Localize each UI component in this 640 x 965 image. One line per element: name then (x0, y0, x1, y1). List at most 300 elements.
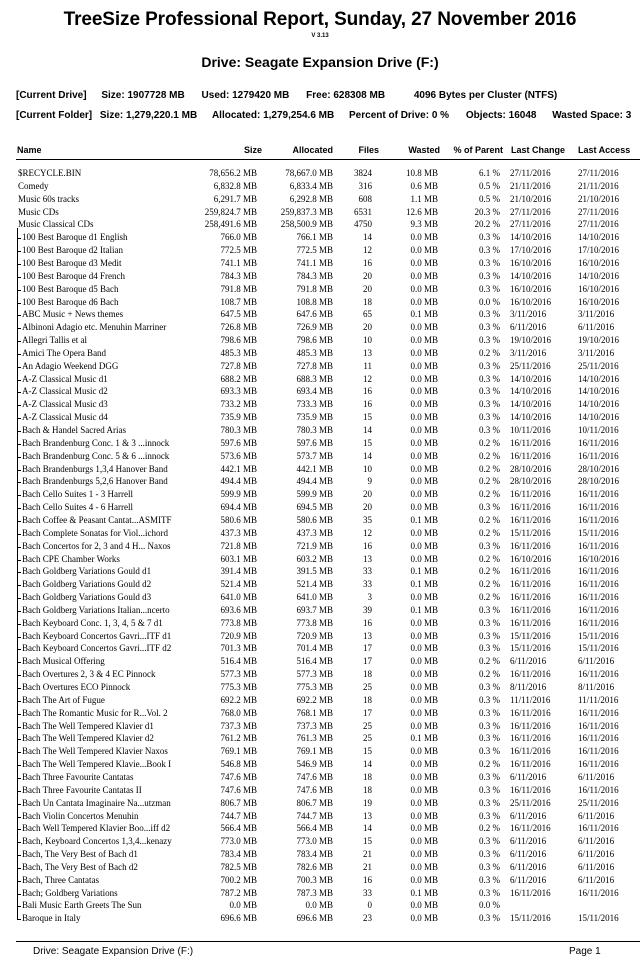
row-files: 16 (363, 540, 372, 551)
row-size: 6,832.8 MB (213, 180, 257, 191)
row-allocated: 783.4 MB (296, 849, 333, 860)
table-row (0, 540, 640, 553)
row-last-change: 16/11/2016 (510, 540, 551, 551)
row-last-change: 8/11/2016 (510, 682, 547, 692)
row-wasted: 0.1 MB (410, 887, 438, 898)
row-last-change: 16/11/2016 (510, 514, 551, 525)
row-percent: 0.3 % (479, 232, 500, 243)
row-allocated: 773.0 MB (296, 836, 333, 847)
row-files: 4750 (354, 219, 372, 230)
row-size: 78,656.2 MB (209, 168, 257, 178)
row-allocated: 780.3 MB (296, 425, 333, 435)
row-last-change: 14/10/2016 (510, 412, 552, 423)
row-name: 100 Best Baroque d4 French (22, 270, 125, 281)
row-last-change: 16/11/2016 (510, 746, 551, 757)
row-size: 688.2 MB (220, 373, 257, 384)
row-percent: 0.3 % (479, 707, 500, 718)
row-files: 13 (363, 347, 372, 358)
row-allocated: 766.1 MB (296, 232, 333, 243)
row-last-access: 27/11/2016 (578, 219, 619, 230)
row-last-access: 14/10/2016 (578, 386, 620, 397)
row-files: 16 (363, 257, 372, 268)
row-last-access: 16/11/2016 (578, 540, 619, 551)
row-last-access: 16/11/2016 (578, 566, 619, 577)
row-name: A-Z Classical Music d1 (22, 373, 108, 384)
row-last-access: 25/11/2016 (578, 360, 619, 371)
row-last-access: 16/11/2016 (578, 592, 619, 603)
row-size: 573.6 MB (220, 450, 257, 461)
row-files: 10 (363, 335, 372, 346)
row-allocated: 688.3 MB (296, 373, 333, 384)
row-allocated: 573.7 MB (296, 450, 333, 461)
row-name: Albinoni Adagio etc. Menuhin Marriner (22, 322, 167, 333)
row-files: 13 (363, 553, 372, 564)
row-files: 3824 (354, 168, 372, 178)
row-last-change: 15/11/2016 (510, 527, 551, 538)
row-files: 17 (363, 643, 372, 654)
row-wasted: 12.6 MB (405, 206, 438, 217)
row-files: 9 (367, 476, 372, 487)
row-percent: 0.3 % (479, 604, 500, 615)
row-wasted: 0.0 MB (410, 347, 438, 358)
row-last-change: 16/11/2016 (510, 887, 551, 898)
row-size: 391.4 MB (220, 566, 257, 577)
row-allocated: 546.9 MB (296, 759, 333, 770)
row-allocated: 647.6 MB (296, 309, 333, 320)
row-allocated: 727.8 MB (296, 360, 333, 371)
table-row (0, 334, 640, 347)
row-files: 12 (363, 527, 372, 538)
row-wasted: 0.0 MB (410, 682, 438, 692)
row-name: Bach Brandenburgs 5,2,6 Hanover Band (22, 476, 168, 487)
row-name: Bach Brandenburgs 1,3,4 Hanover Band (22, 463, 168, 474)
row-size: 259,824.7 MB (204, 206, 257, 217)
column-header-last-change: Last Change (511, 145, 566, 155)
row-files: 15 (363, 437, 372, 448)
table-row (0, 745, 640, 758)
row-files: 21 (363, 849, 372, 860)
column-header-size: Size (243, 145, 262, 155)
table-row (0, 411, 640, 424)
row-allocated: 773.8 MB (296, 617, 333, 628)
row-wasted: 0.1 MB (410, 579, 438, 590)
row-percent: 0.3 % (479, 720, 500, 731)
table-row (0, 385, 640, 398)
row-last-change: 6/11/2016 (510, 771, 547, 782)
row-last-access: 16/11/2016 (578, 720, 619, 731)
row-percent: 0.3 % (479, 412, 500, 423)
row-allocated: 494.4 MB (296, 476, 333, 487)
row-files: 608 (358, 193, 372, 204)
column-header-files: Files (358, 145, 379, 155)
row-allocated: 108.8 MB (296, 296, 333, 307)
row-wasted: 0.0 MB (410, 283, 438, 294)
row-percent: 0.2 % (479, 463, 500, 474)
row-percent: 0.3 % (479, 373, 500, 384)
row-percent: 0.3 % (479, 630, 500, 641)
row-last-access: 15/11/2016 (578, 643, 619, 654)
row-allocated: 521.4 MB (296, 579, 333, 590)
row-name: Bach, The Very Best of Bach d2 (22, 861, 138, 872)
row-last-change: 15/11/2016 (510, 913, 551, 924)
table-row (0, 475, 640, 488)
row-percent: 0.3 % (479, 836, 500, 847)
row-size: 6,291.7 MB (213, 193, 257, 204)
row-name: Bach Brandenburg Conc. 5 & 6 ...innock (22, 450, 170, 461)
row-name: Bach; Goldberg Variations (22, 887, 118, 898)
row-files: 23 (363, 913, 372, 924)
row-wasted: 0.0 MB (410, 540, 438, 551)
row-wasted: 0.0 MB (410, 335, 438, 346)
table-row (0, 501, 640, 514)
row-percent: 0.2 % (479, 527, 500, 538)
row-percent: 0.2 % (479, 450, 500, 461)
row-size: 782.5 MB (220, 861, 257, 872)
row-percent: 0.3 % (479, 643, 500, 654)
row-last-change: 27/11/2016 (510, 206, 551, 217)
row-name: Bach Musical Offering (22, 656, 105, 667)
row-name: Bach Well Tempered Klavier Boo...iff d2 (22, 823, 171, 834)
row-name: Bach The Well Tempered Klavier Naxos (22, 746, 168, 757)
row-last-change: 25/11/2016 (510, 797, 551, 808)
row-last-access: 16/11/2016 (578, 746, 619, 757)
row-percent: 0.2 % (479, 437, 500, 448)
row-wasted: 0.0 MB (410, 257, 438, 268)
row-last-change: 14/10/2016 (510, 232, 552, 243)
row-size: 516.4 MB (220, 656, 257, 667)
row-wasted: 0.0 MB (410, 412, 438, 423)
row-last-access: 16/11/2016 (578, 579, 619, 590)
row-percent: 0.2 % (479, 592, 500, 603)
row-wasted: 0.0 MB (410, 463, 438, 474)
row-last-change: 6/11/2016 (510, 849, 547, 860)
row-name: Bach The Art of Fugue (22, 694, 105, 705)
row-last-change: 28/10/2016 (510, 463, 552, 474)
row-percent: 0.0 % (479, 296, 500, 307)
table-row (0, 360, 640, 373)
row-files: 18 (363, 784, 372, 795)
row-last-access: 16/11/2016 (578, 784, 619, 795)
row-allocated: 696.6 MB (296, 913, 333, 924)
row-size: 769.1 MB (220, 746, 257, 757)
table-row (0, 668, 640, 681)
row-wasted: 0.0 MB (410, 707, 438, 718)
row-last-change: 25/11/2016 (510, 360, 551, 371)
row-last-change: 16/11/2016 (510, 669, 551, 680)
row-percent: 0.3 % (479, 502, 500, 513)
folder-allocated: Allocated: 1,279,254.6 MB (211, 110, 335, 121)
row-name: Bach, Three Cantatas (22, 874, 100, 885)
row-last-access: 16/11/2016 (578, 604, 619, 615)
row-last-change: 16/10/2016 (510, 553, 552, 564)
row-allocated: 769.1 MB (296, 746, 333, 757)
row-last-change: 16/11/2016 (510, 592, 551, 603)
row-last-access: 11/11/2016 (578, 694, 619, 705)
row-allocated: 577.3 MB (296, 669, 333, 680)
row-size: 437.3 MB (220, 527, 257, 538)
row-name: Bach The Well Tempered Klavier d1 (22, 720, 154, 731)
row-percent: 0.2 % (479, 347, 500, 358)
row-name: Bach Brandenburg Conc. 1 & 3 ...innock (22, 437, 170, 448)
row-name: Bach Keyboard Concertos Gavri...ITF d1 (22, 630, 172, 641)
row-name: Bach Un Cantata Imaginaire Na...utzman (22, 797, 171, 808)
table-row (0, 912, 640, 925)
row-last-change: 16/11/2016 (510, 566, 551, 577)
row-size: 798.6 MB (220, 335, 257, 346)
row-last-change: 21/10/2016 (510, 193, 552, 204)
row-percent: 0.2 % (479, 514, 500, 525)
row-files: 14 (363, 450, 372, 461)
row-wasted: 0.0 MB (410, 720, 438, 731)
table-row (0, 874, 640, 887)
row-name: Bach Goldberg Variations Gould d2 (22, 579, 152, 590)
table-row (0, 681, 640, 694)
row-size: 641.0 MB (220, 592, 257, 603)
row-allocated: 641.0 MB (296, 592, 333, 603)
row-files: 14 (363, 232, 372, 243)
table-row (0, 591, 640, 604)
row-wasted: 0.0 MB (410, 360, 438, 371)
row-allocated: 597.6 MB (296, 437, 333, 448)
row-name: Bach Goldberg Variations Italian...ncerto (22, 604, 170, 615)
row-last-change: 16/11/2016 (510, 502, 551, 513)
row-last-change: 6/11/2016 (510, 322, 547, 333)
row-percent: 0.3 % (479, 335, 500, 346)
table-row (0, 899, 640, 912)
row-size: 494.4 MB (220, 476, 257, 487)
row-last-access: 21/11/2016 (578, 180, 619, 191)
row-size: 741.1 MB (220, 257, 257, 268)
tree-branch-line (17, 919, 21, 920)
row-allocated: 806.7 MB (296, 797, 333, 808)
row-percent: 0.3 % (479, 360, 500, 371)
folder-wasted: Wasted Space: 3 (552, 110, 632, 121)
row-allocated: 692.2 MB (296, 694, 333, 705)
column-header-allocated: Allocated (292, 145, 333, 155)
row-last-access: 16/11/2016 (578, 514, 619, 525)
table-row (0, 694, 640, 707)
row-wasted: 0.0 MB (410, 553, 438, 564)
row-allocated: 791.8 MB (296, 283, 333, 294)
row-files: 35 (363, 514, 372, 525)
row-size: 773.8 MB (220, 617, 257, 628)
row-wasted: 0.0 MB (410, 425, 438, 435)
row-last-access: 16/11/2016 (578, 489, 619, 500)
row-allocated: 391.5 MB (296, 566, 333, 577)
row-allocated: 772.5 MB (296, 245, 333, 256)
row-percent: 0.3 % (479, 849, 500, 860)
row-last-change: 16/11/2016 (510, 759, 551, 770)
table-row (0, 848, 640, 861)
row-files: 20 (363, 322, 372, 333)
row-name: Bach Keyboard Conc. 1, 3, 4, 5 & 7 d1 (22, 617, 163, 628)
row-last-access: 16/11/2016 (578, 437, 619, 448)
row-wasted: 0.0 MB (410, 617, 438, 628)
row-last-change: 6/11/2016 (510, 874, 547, 885)
row-last-access: 16/11/2016 (578, 669, 619, 680)
row-last-access: 6/11/2016 (578, 810, 615, 821)
row-last-change: 16/11/2016 (510, 823, 551, 834)
row-allocated: 6,833.4 MB (289, 180, 333, 191)
row-name: Bach Coffee & Peasant Cantat...ASMITF (22, 514, 172, 525)
row-last-access: 27/11/2016 (578, 168, 619, 178)
row-last-access: 16/11/2016 (578, 617, 619, 628)
row-size: 599.9 MB (220, 489, 257, 500)
row-size: 597.6 MB (220, 437, 257, 448)
row-files: 25 (363, 682, 372, 692)
row-files: 33 (363, 579, 372, 590)
row-name: Allegri Tallis et al (22, 335, 87, 346)
row-percent: 0.3 % (479, 913, 500, 924)
row-files: 14 (363, 425, 372, 435)
row-files: 0 (367, 900, 372, 911)
row-last-change: 6/11/2016 (510, 810, 547, 821)
row-name: Bach The Well Tempered Klavier d2 (22, 733, 154, 744)
row-percent: 0.3 % (479, 257, 500, 268)
row-wasted: 0.0 MB (410, 592, 438, 603)
row-last-access: 16/10/2016 (578, 553, 620, 564)
row-allocated: 693.7 MB (296, 604, 333, 615)
row-percent: 0.2 % (479, 489, 500, 500)
row-percent: 0.5 % (479, 180, 500, 191)
row-size: 806.7 MB (220, 797, 257, 808)
table-row (0, 308, 640, 321)
row-files: 19 (363, 797, 372, 808)
row-percent: 0.3 % (479, 810, 500, 821)
table-row (0, 707, 640, 720)
row-last-change: 21/11/2016 (510, 180, 551, 191)
row-last-access: 19/10/2016 (578, 335, 620, 346)
table-row (0, 784, 640, 797)
row-files: 11 (363, 360, 372, 371)
row-name: Bach Three Favourite Cantatas II (22, 784, 142, 795)
row-last-access: 8/11/2016 (578, 682, 615, 692)
table-row (0, 732, 640, 745)
row-allocated: 726.9 MB (296, 322, 333, 333)
row-last-change: 14/10/2016 (510, 270, 552, 281)
row-files: 33 (363, 566, 372, 577)
row-last-change: 11/11/2016 (510, 694, 551, 705)
row-name: 100 Best Baroque d6 Bach (22, 296, 119, 307)
row-wasted: 0.0 MB (410, 296, 438, 307)
row-last-access: 6/11/2016 (578, 656, 615, 667)
row-wasted: 0.0 MB (410, 527, 438, 538)
row-allocated: 566.4 MB (296, 823, 333, 834)
folder-size: Size: 1,279,220.1 MB (99, 110, 198, 121)
table-row (0, 244, 640, 257)
row-wasted: 0.1 MB (410, 604, 438, 615)
row-wasted: 0.0 MB (410, 913, 438, 924)
row-last-access: 6/11/2016 (578, 322, 615, 333)
row-last-change: 3/11/2016 (510, 309, 547, 320)
row-allocated: 737.3 MB (296, 720, 333, 731)
row-last-change: 14/10/2016 (510, 373, 552, 384)
row-name: Bach The Well Tempered Klavie...Book I (22, 759, 172, 770)
row-wasted: 0.0 MB (410, 630, 438, 641)
row-files: 13 (363, 630, 372, 641)
row-allocated: 761.3 MB (296, 733, 333, 744)
row-size: 694.4 MB (220, 502, 257, 513)
row-wasted: 0.1 MB (410, 309, 438, 320)
row-name: Music CDs (18, 206, 59, 217)
row-percent: 0.2 % (479, 553, 500, 564)
row-size: 580.6 MB (220, 514, 257, 525)
row-name: Bach Overtures ECO Pinnock (22, 682, 131, 692)
row-percent: 0.3 % (479, 861, 500, 872)
row-files: 14 (363, 759, 372, 770)
row-size: 692.2 MB (220, 694, 257, 705)
table-row (0, 797, 640, 810)
row-percent: 0.2 % (479, 579, 500, 590)
row-size: 747.6 MB (220, 784, 257, 795)
row-size: 773.0 MB (220, 836, 257, 847)
table-row (0, 527, 640, 540)
row-name: A-Z Classical Music d2 (22, 386, 108, 397)
row-files: 25 (363, 733, 372, 744)
table-row (0, 630, 640, 643)
row-files: 12 (363, 245, 372, 256)
row-wasted: 0.0 MB (410, 861, 438, 872)
row-files: 18 (363, 296, 372, 307)
row-name: Bach Cello Suites 1 - 3 Harrell (22, 489, 133, 500)
row-percent: 0.3 % (479, 746, 500, 757)
row-percent: 0.3 % (479, 283, 500, 294)
row-percent: 0.2 % (479, 566, 500, 577)
row-size: 108.7 MB (220, 296, 257, 307)
row-last-access: 14/10/2016 (578, 412, 620, 423)
row-last-access: 16/11/2016 (578, 733, 619, 744)
row-name: Bach CPE Chamber Works (22, 553, 120, 564)
row-files: 15 (363, 836, 372, 847)
drive-size: Size: 1907728 MB (101, 90, 185, 101)
row-wasted: 0.1 MB (410, 566, 438, 577)
row-percent: 0.3 % (479, 797, 500, 808)
row-size: 721.8 MB (220, 540, 257, 551)
row-last-change: 19/10/2016 (510, 335, 552, 346)
table-row (0, 424, 640, 437)
row-last-change: 3/11/2016 (510, 347, 547, 358)
table-row (0, 578, 640, 591)
row-size: 761.2 MB (220, 733, 257, 744)
row-last-access: 6/11/2016 (578, 836, 615, 847)
row-percent: 20.3 % (474, 206, 500, 217)
table-row (0, 655, 640, 668)
row-name: Bach The Romantic Music for R...Vol. 2 (22, 707, 168, 718)
row-name: Music Classical CDs (18, 219, 94, 230)
row-percent: 0.3 % (479, 733, 500, 744)
table-row (0, 257, 640, 270)
row-name: Bach Goldberg Variations Gould d3 (22, 592, 152, 603)
row-wasted: 0.0 MB (410, 836, 438, 847)
row-allocated: 720.9 MB (296, 630, 333, 641)
row-wasted: 0.1 MB (410, 514, 438, 525)
row-wasted: 0.0 MB (410, 874, 438, 885)
row-allocated: 258,500.9 MB (280, 219, 333, 230)
footer-drive: Drive: Seagate Expansion Drive (F:) (33, 946, 194, 957)
row-wasted: 1.1 MB (410, 193, 438, 204)
row-files: 20 (363, 283, 372, 294)
row-size: 726.8 MB (220, 322, 257, 333)
report-title: TreeSize Professional Report, Sunday, 27 November 2016 (63, 9, 577, 30)
row-files: 13 (363, 810, 372, 821)
row-allocated: 580.6 MB (296, 514, 333, 525)
row-size: 693.3 MB (220, 386, 257, 397)
table-row (0, 642, 640, 655)
current-folder-summary (16, 110, 631, 121)
row-size: 727.8 MB (220, 360, 257, 371)
row-size: 744.7 MB (220, 810, 257, 821)
row-percent: 0.3 % (479, 386, 500, 397)
